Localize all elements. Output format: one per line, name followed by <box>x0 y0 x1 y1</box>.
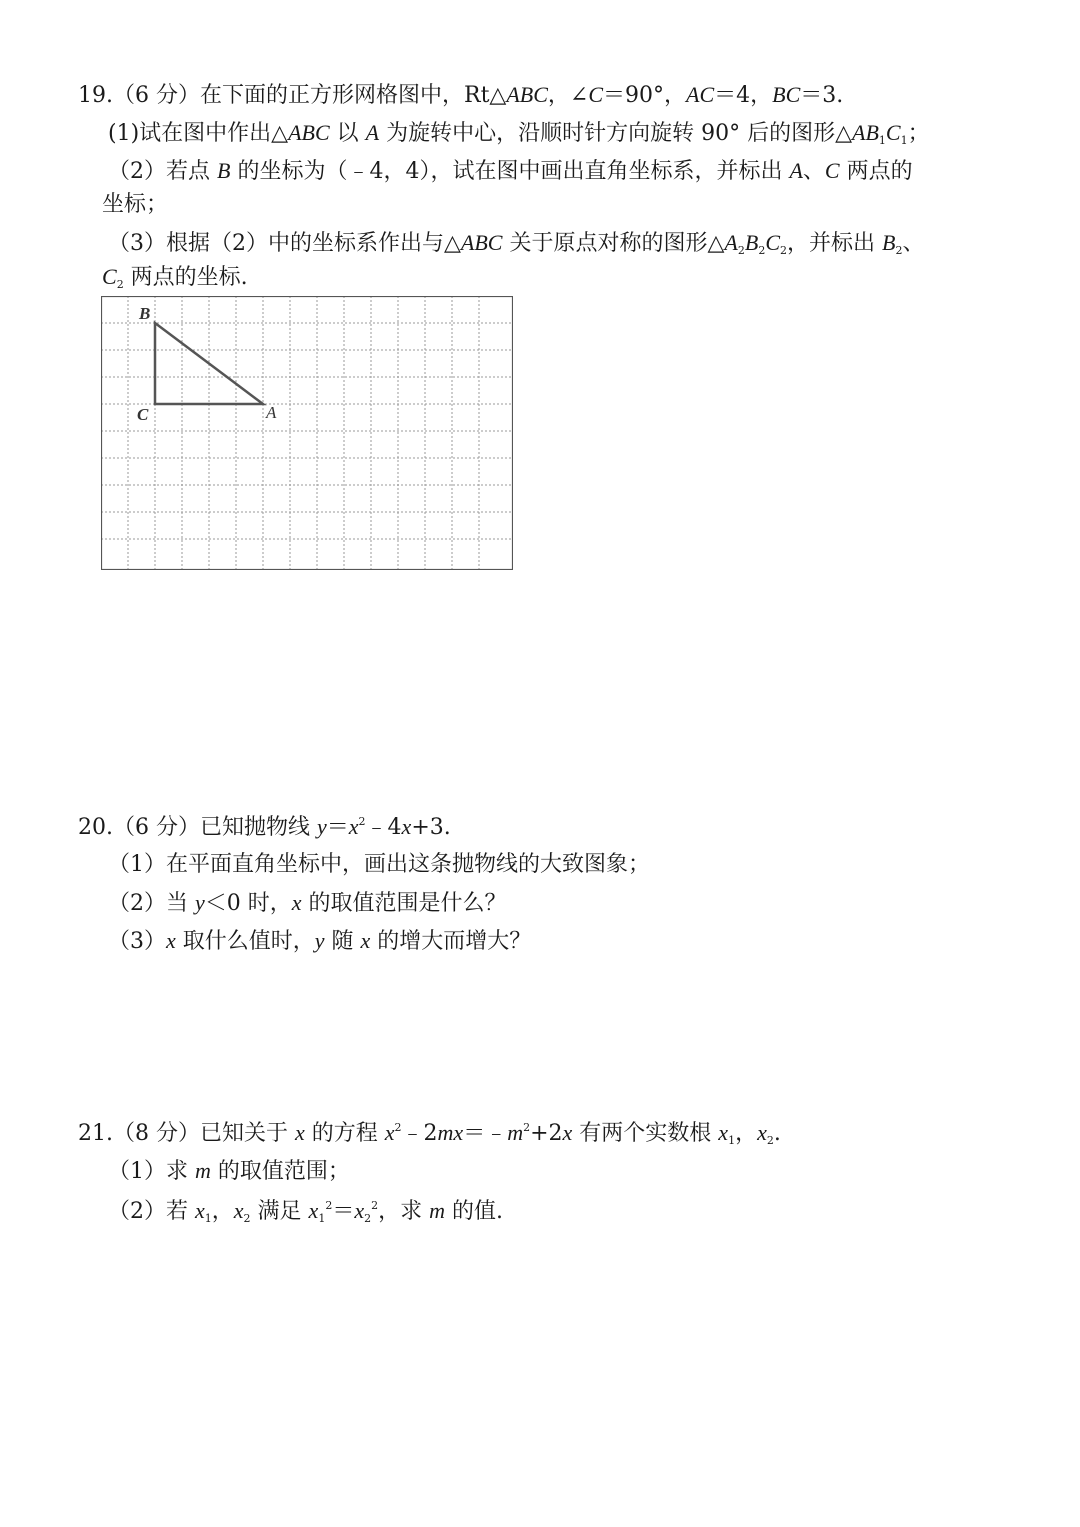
part-text: ； <box>907 121 930 146</box>
subscript: 1 <box>878 134 886 147</box>
part-text: 取什么值时， <box>175 929 315 954</box>
subscript: 2 <box>116 278 124 291</box>
question-number: 19. <box>78 83 113 108</box>
subscript: 2 <box>766 1134 774 1147</box>
math-var: C <box>102 264 117 289</box>
math-var: x <box>384 1120 395 1145</box>
math-var: B <box>865 120 879 145</box>
part-text: ，求 <box>378 1199 430 1224</box>
stem-text: 有两个实数根 <box>572 1121 719 1146</box>
grid-figure <box>101 296 513 574</box>
math-var: B <box>744 230 759 255</box>
math-var: x <box>308 1198 319 1223</box>
math-var: A <box>852 120 866 145</box>
stem-text: 已知抛物线 <box>200 815 317 840</box>
part-text: （1）求 <box>108 1159 195 1184</box>
math-var: x <box>233 1198 244 1223</box>
part-text: 、 <box>902 231 925 256</box>
math-var: B <box>882 230 896 255</box>
stem-text: ＝3. <box>800 83 844 108</box>
math-var: m <box>429 1198 445 1223</box>
stem-text: 已知关于 <box>200 1121 295 1146</box>
math-var: AC <box>686 82 715 107</box>
stem-text: 的方程 <box>304 1121 385 1146</box>
math-var: x <box>348 814 359 839</box>
part-text: （2）若 <box>108 1199 195 1224</box>
q19-part1 <box>108 118 930 149</box>
stem-text: ， <box>735 1121 758 1146</box>
q21-part1 <box>108 1156 350 1187</box>
subscript: 2 <box>243 1212 251 1225</box>
stem-text: ＝4， <box>714 83 773 108</box>
part-text: 坐标； <box>102 192 169 217</box>
q20-part3 <box>108 926 531 957</box>
part-text: （3）根据（2）中的坐标系作出与△ <box>108 231 461 256</box>
part-text: 、 <box>802 159 825 184</box>
math-var: ABC <box>288 120 330 145</box>
subscript: 2 <box>780 244 787 257</box>
grid-svg <box>101 296 513 570</box>
question-number: 21. <box>78 1121 113 1146</box>
stem-text: ＝ <box>326 815 349 840</box>
math-var: A <box>724 230 738 255</box>
math-var: x <box>166 928 176 953</box>
subscript: 1 <box>900 134 908 147</box>
part-text: ＝ <box>332 1199 355 1224</box>
superscript: 2 <box>394 1121 402 1134</box>
subscript: 2 <box>364 1212 372 1225</box>
part-text: 为旋转中心，沿顺时针方向旋转 90° 后的图形△ <box>379 121 853 146</box>
q20-part2 <box>108 888 507 919</box>
math-var: x <box>354 1198 365 1223</box>
label-c: C <box>137 405 149 424</box>
part-text: 两点的坐标. <box>123 265 248 290</box>
q19-part2-cont <box>102 190 168 220</box>
math-var: A <box>365 120 380 145</box>
math-var: x <box>360 928 371 953</box>
stem-text: +2 <box>530 1121 563 1146</box>
math-var: C <box>824 158 840 183</box>
q19-part3 <box>108 228 924 259</box>
math-var: y <box>195 890 205 915</box>
q20-stem <box>78 812 451 843</box>
q19-part2 <box>108 156 913 187</box>
superscript: 2 <box>371 1199 379 1212</box>
subscript: 1 <box>318 1212 326 1225</box>
superscript: 2 <box>358 815 366 828</box>
q19-stem <box>78 80 843 111</box>
stem-text: ﹣2 <box>401 1121 438 1146</box>
question-score: （6 分） <box>113 815 200 840</box>
stem-text: 在下面的正方形网格图中，Rt△ <box>200 83 507 108</box>
subscript: 2 <box>737 244 745 257</box>
stem-text: +3. <box>411 815 451 840</box>
math-var: x <box>295 1120 305 1145</box>
q20-part1 <box>108 850 650 880</box>
math-var: B <box>217 158 231 183</box>
math-var: x <box>195 1198 205 1223</box>
math-var: ABC <box>506 82 548 107</box>
math-var: m <box>195 1158 211 1183</box>
question-score: （8 分） <box>113 1121 200 1146</box>
question-score: （6 分） <box>113 83 200 108</box>
stem-text: . <box>773 1121 781 1146</box>
part-text: （1）在平面直角坐标中，画出这条抛物线的大致图象； <box>108 852 650 877</box>
math-var: y <box>317 814 327 839</box>
math-var: x <box>401 814 412 839</box>
superscript: 2 <box>523 1121 531 1134</box>
part-text: 关于原点对称的图形△ <box>502 231 725 256</box>
stem-text: ﹣4 <box>365 815 402 840</box>
q19-part3-cont <box>102 262 248 293</box>
subscript: 1 <box>728 1134 736 1147</box>
part-text: 的取值范围； <box>210 1159 350 1184</box>
triangle-abc <box>155 323 263 404</box>
stem-text: ＝﹣ <box>463 1121 508 1146</box>
part-text: （3） <box>108 929 166 954</box>
part-text: 以 <box>329 121 366 146</box>
q21-stem <box>78 1118 781 1149</box>
part-text: ， <box>211 1199 234 1224</box>
part-text: （2）若点 <box>108 159 217 184</box>
label-b: B <box>139 304 151 323</box>
math-var: x <box>718 1120 729 1145</box>
math-var: m <box>507 1120 524 1145</box>
math-var: mx <box>437 1120 464 1145</box>
math-var: y <box>314 928 325 953</box>
part-text: （2）当 <box>108 891 195 916</box>
stem-text: ＝90°， <box>603 83 687 108</box>
math-var: BC <box>772 82 801 107</box>
part-text: 的取值范围是什么？ <box>301 891 507 916</box>
part-text: ，并标出 <box>787 231 882 256</box>
question-number: 20. <box>78 815 113 840</box>
part-text: 的增大而增大？ <box>370 929 532 954</box>
label-a: A <box>266 403 277 422</box>
math-var: x <box>291 890 302 915</box>
grid-border <box>102 297 513 570</box>
part-text: 满足 <box>250 1199 309 1224</box>
subscript: 1 <box>204 1212 212 1225</box>
subscript: 2 <box>895 244 903 257</box>
superscript: 2 <box>325 1199 333 1212</box>
math-var: C <box>765 230 780 255</box>
math-var: C <box>588 82 604 107</box>
grid-lines <box>101 296 513 570</box>
subscript: 2 <box>758 244 766 257</box>
math-var: ABC <box>460 230 503 255</box>
q21-part2 <box>108 1196 503 1227</box>
part-text: 的坐标为（﹣4，4），试在图中画出直角坐标系，并标出 <box>230 159 790 184</box>
part-text: 两点的 <box>839 159 913 184</box>
part-text: 随 <box>324 929 361 954</box>
part-text: 的值. <box>444 1199 503 1224</box>
math-var: A <box>789 158 803 183</box>
part-text: (1)试在图中作出△ <box>108 121 289 146</box>
math-var: C <box>885 120 901 145</box>
math-var: x <box>562 1120 573 1145</box>
math-var: x <box>757 1120 767 1145</box>
part-text: ＜0 时， <box>204 891 292 916</box>
stem-text: ，∠ <box>547 83 589 108</box>
